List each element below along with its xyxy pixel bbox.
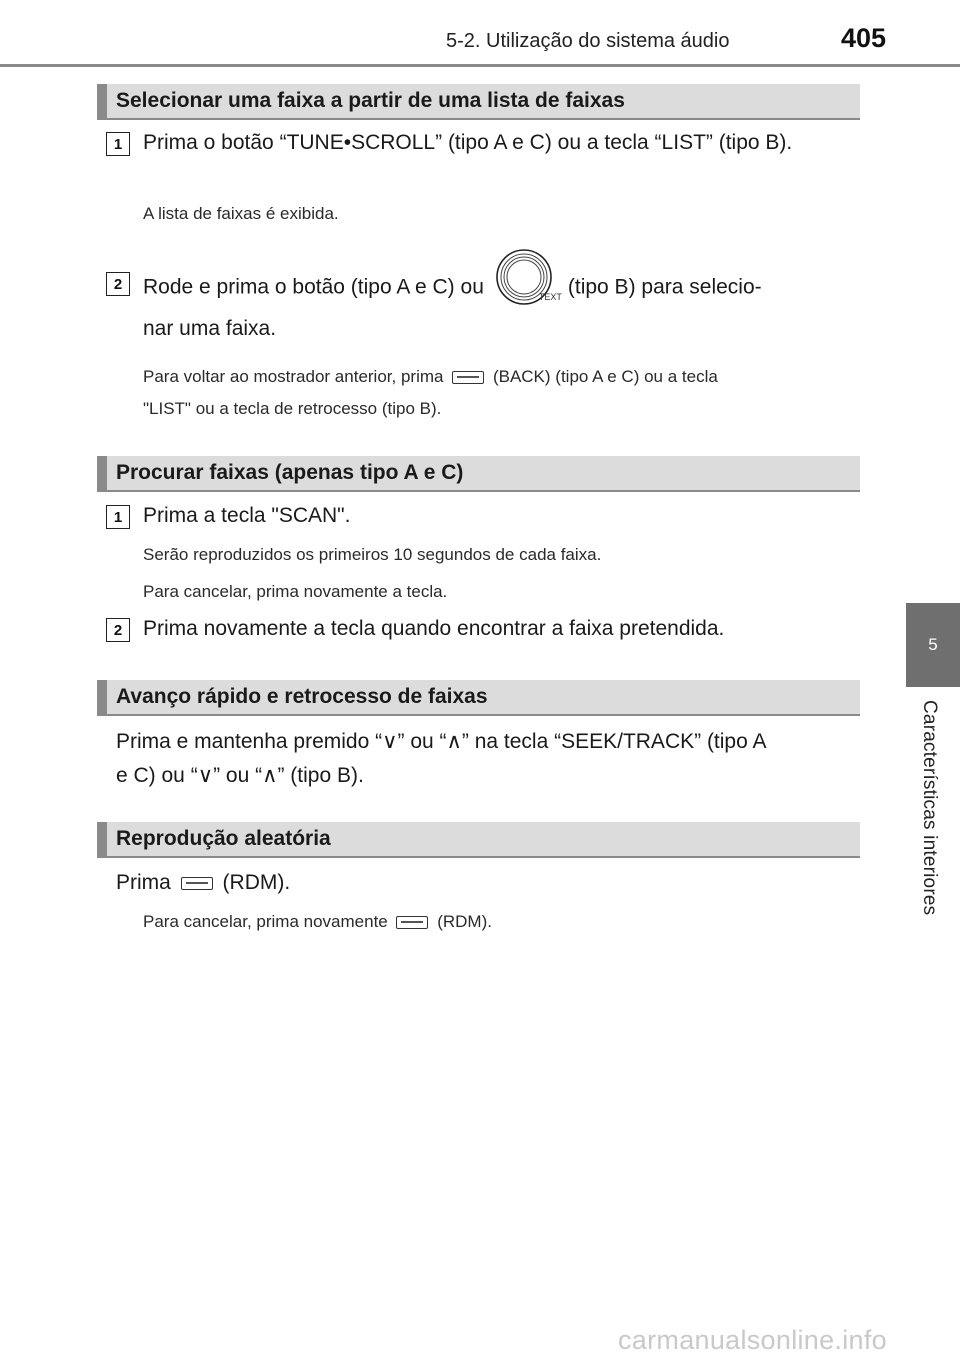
- section-text: Prima e mantenha premido “∨” ou “∧” na tecla “SEEK/TRACK” (tipo A: [116, 730, 767, 753]
- page-number: 405: [841, 23, 887, 53]
- screen-button-icon: [452, 371, 484, 384]
- step-text-line2: nar uma faixa.: [143, 317, 277, 340]
- chapter-number: 5: [928, 635, 938, 654]
- step-text: Prima novamente a tecla quando encontrar a faixa pretendida.: [143, 617, 725, 640]
- section-title-track-list: Selecionar uma faixa a partir de uma lista de faixas: [97, 84, 860, 120]
- note-text-before: Para voltar ao mostrador anterior, prima: [143, 367, 444, 386]
- step-note: A lista de faixas é exibida.: [143, 204, 339, 223]
- section-title-scan: Procurar faixas (apenas tipo A e C): [97, 456, 860, 492]
- step-text-after: (tipo B) para selecio-: [567, 275, 762, 299]
- step-note: [143, 361, 858, 392]
- section-note: [143, 906, 858, 937]
- screen-button-icon: [396, 916, 428, 929]
- header-title: 5-2. Utilização do sistema áudio: [446, 30, 730, 52]
- step-text: [143, 267, 855, 309]
- step-text-before: Rode e prima o botão (tipo A e C) ou: [143, 275, 484, 299]
- step-text: Prima a tecla "SCAN".: [143, 504, 351, 527]
- text-after: (RDM).: [222, 871, 291, 894]
- step-note: Para cancelar, prima novamente a tecla.: [143, 582, 448, 601]
- step-number-badge: 2: [106, 618, 130, 642]
- chapter-tab: [906, 603, 960, 687]
- chapter-label: Características interiores: [919, 700, 940, 916]
- step-number-badge: 1: [106, 132, 130, 156]
- step-note-line2: "LIST" ou a tecla de retrocesso (tipo B).: [143, 399, 442, 418]
- section-title-fast-forward: Avanço rápido e retrocesso de faixas: [97, 680, 860, 716]
- screen-button-icon: [181, 877, 213, 890]
- note-text-after: (BACK) (tipo A e C) ou a tecla: [492, 367, 718, 386]
- header-rule: [0, 64, 960, 67]
- step-note: Serão reproduzidos os primeiros 10 segundos de cada faixa.: [143, 545, 602, 564]
- section-title-random: Reprodução aleatória: [97, 822, 860, 858]
- note-text-after: (RDM).: [437, 912, 492, 931]
- step-number-badge: 1: [106, 505, 130, 529]
- section-text-line2: e C) ou “∨” ou “∧” (tipo B).: [116, 764, 364, 787]
- text-before: Prima: [116, 871, 171, 894]
- tune-knob-icon: [490, 249, 562, 309]
- step-text: Prima o botão “TUNE•SCROLL” (tipo A e C) ou a tecla “LIST” (tipo B).: [143, 131, 793, 154]
- step-number-badge: 2: [106, 272, 130, 296]
- watermark: carmanualsonline.info: [618, 1325, 887, 1355]
- section-text: [116, 867, 856, 898]
- knob-label: TEXT: [538, 292, 562, 302]
- note-text-before: Para cancelar, prima novamente: [143, 912, 388, 931]
